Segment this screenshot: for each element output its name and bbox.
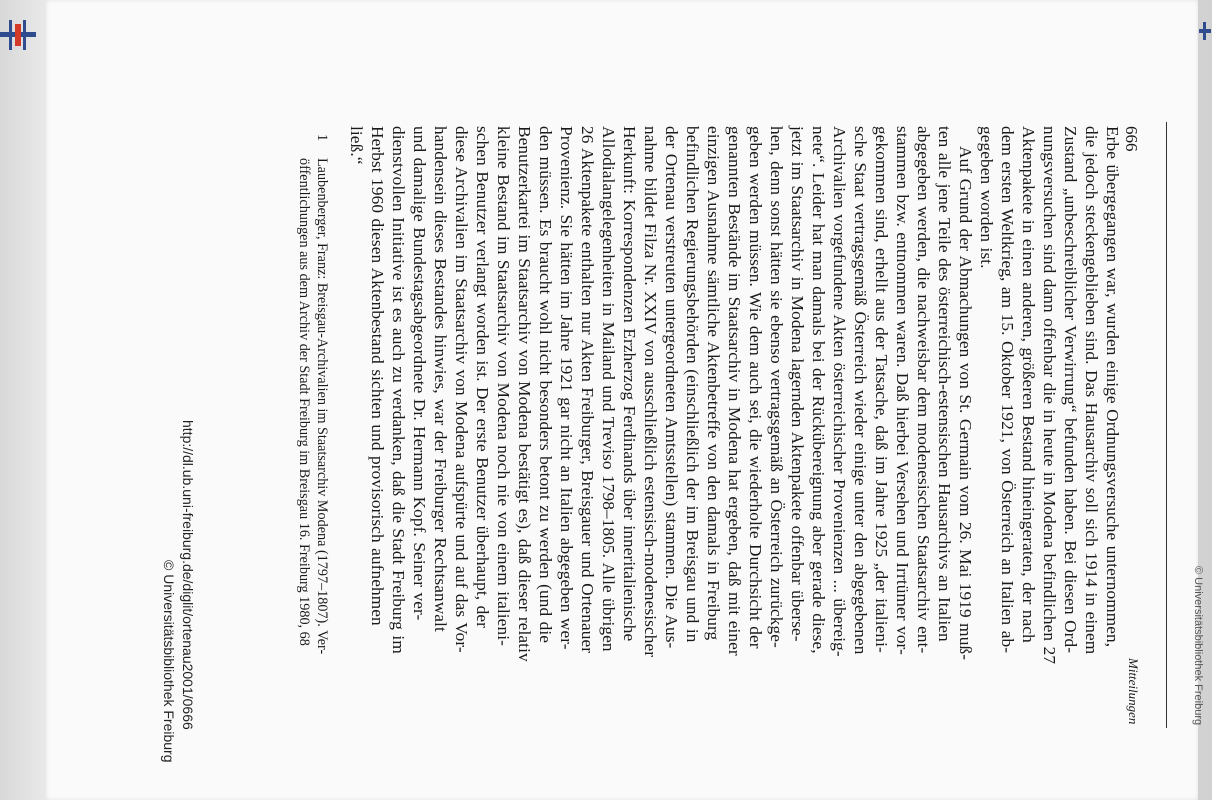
body-line: gekommen sind, erhellt aus der Tatsache, daß im Jahre 1925 „der italieni- [872, 126, 891, 653]
body-line: 26 Aktenpakete enthalten nur Akten Freiburger, Breisgauer und Ortenauer [578, 126, 597, 654]
body-line: handensein dieses Bestandes hinwies, war der Freiburger Rechtsanwalt [431, 126, 450, 632]
scan-color-marker-icon-right [1199, 22, 1211, 40]
body-line: hen, denn sonst hätten sie ebenso vertragsgemäß an Österreich zurückge- [767, 126, 786, 648]
body-line: geben werden müssen. Wie dem auch sei, die wiederholte Durchsicht der [746, 126, 765, 649]
body-line: stammen bzw. entnommen waren. Daß hierbei Versehen und Irrtümer vor- [893, 126, 912, 655]
body-line: dem ersten Weltkrieg, am 15. Oktober 1921, von Österreich an Italien ab- [998, 126, 1017, 654]
body-line: ten alle jene Teile des österreichisch-estensischen Hausarchivs an Italien [935, 126, 954, 642]
body-line: genannten Bestände im Staatsarchiv in Modena hat ergeben, daß mit einer [725, 126, 744, 656]
body-line: Auf Grund der Abmachungen von St. Germain vom 26. Mai 1919 muß- [956, 146, 975, 661]
body-line: abgegeben werden, die nachweisbar dem modenesischen Staatsarchiv ent- [914, 126, 933, 654]
body-line: sche Staat vertragsgemäß Österreich wieder einige unter den abgegebenen [851, 126, 870, 655]
source-url: http://dl.ub.uni-freiburg.de/diglit/ortenau2001/0666 [180, 420, 196, 730]
body-line: dienstvollen Initiative ist es auch zu verdanken, daß die Stadt Freiburg im [389, 126, 408, 654]
scanned-page [46, 0, 1204, 800]
body-line: und damalige Bundestagsabgeordnete Dr. Hermann Kopf. Seiner ver- [410, 126, 429, 621]
body-line: Erbe übergegangen war, wurden einige Ordnungsversuche unternommen, [1103, 126, 1122, 648]
header-rule [1166, 122, 1167, 728]
body-line: den müssen. Es braucht wohl nicht besonders betont zu werden (und die [536, 126, 555, 644]
footnote-marker: 1 [314, 134, 330, 142]
body-line: ließ.“ [347, 126, 366, 165]
body-line: Provenienz. Sie hätten im Jahre 1921 gar nicht an Italien abgegeben wer- [557, 126, 576, 650]
page-number: 666 [1122, 126, 1141, 152]
viewer-left-margin [0, 0, 46, 800]
body-line: diese Archivalien im Staatsarchiv von Modena aufspürte und auf das Vor- [452, 126, 471, 653]
body-line: kleine Bestand im Staatsarchiv von Modena noch nie von einem italieni- [494, 126, 513, 646]
body-line: Allodialangelegenheiten in Mailand und Treviso 1798–1805. Alle übrigen [599, 126, 618, 652]
body-line: einzigen Ausnahme sämtliche Aktenbetreffe von den damals in Freiburg [704, 126, 723, 641]
body-line: Zustand „unbeschreiblicher Verwirrung“ befunden haben. Bei diesen Ord- [1061, 126, 1080, 654]
body-line: Herkunft: Korrespondenzen Erzherzog Ferdinands über inneritalienische [620, 126, 639, 642]
body-line: nete“. Leider hat man damals bei der Rückübereignung aber gerade diese, [809, 126, 828, 654]
body-line: befindlichen Regierungsbehörden (einschließlich der im Breisgau und in [683, 126, 702, 643]
footnote-line: Laubenberger, Franz: Breisgau-Archivalien im Staatsarchiv Modena (1797–1807). Ver- [314, 158, 330, 655]
body-line: schen Benutzer verlangt worden ist. Der erste Benutzer überhaupt, der [473, 126, 492, 628]
running-title: Mitteilungen [1126, 658, 1141, 725]
body-line: gegeben worden ist. [977, 126, 996, 269]
body-line: der Ortenau verstreuten untergeordneten Amtsstellen) stammen. Die Aus- [662, 126, 681, 649]
body-line: Archivalien vorgefundene Akten österreichischer Provenienzen ... übereig- [830, 126, 849, 657]
body-line: Benutzerkartei im Staatsarchiv von Modena bestätigt es), daß dieser relativ [515, 126, 534, 662]
body-line: Herbst 1960 diesen Aktenbestand sichten und provisorisch aufnehmen [368, 126, 387, 626]
copyright-line: © Universitätsbibliothek Freiburg [161, 560, 177, 763]
body-line: Aktenpakete in einen anderen, größeren Bestand hineingeraten, der nach [1019, 126, 1038, 643]
body-line: nahme bildet Filza Nr. XXIV von ausschließlich estensisch-modenesischer [641, 126, 660, 658]
edge-copyright: © Universitätsbibliothek Freiburg [1192, 566, 1204, 726]
body-line: nungsversuchen sind dann offenbar die in heute in Modena befindlichen 27 [1040, 126, 1059, 665]
body-line: jetzt im Staatsarchiv in Modena lagernden Aktenpakete offenbar überse- [788, 126, 807, 642]
scan-color-marker-icon [0, 20, 36, 50]
footnote-line: öffentlichungen aus dem Archiv der Stadt Freiburg im Breisgau 16. Freiburg 1980, 68 [296, 158, 312, 646]
body-line: die jedoch steckengeblieben sind. Das Hausarchiv soll sich 1914 in einem [1082, 126, 1101, 655]
